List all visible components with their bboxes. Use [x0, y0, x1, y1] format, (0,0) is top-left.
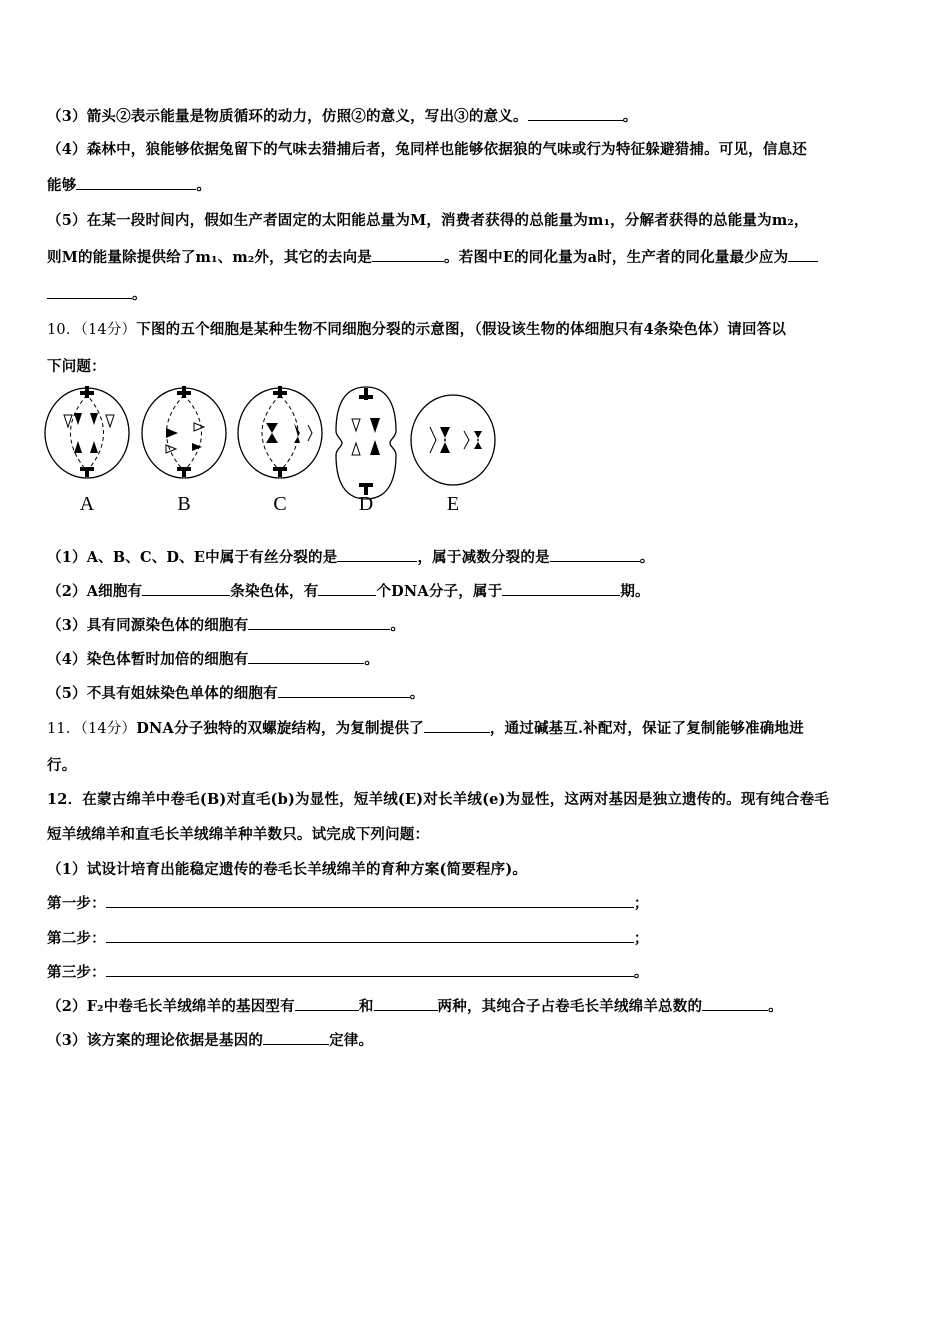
q12-step1: 第一步： ；: [47, 895, 649, 912]
q12-sub3: （3）该方案的理论依据是基因的 定律。: [47, 1032, 374, 1049]
label-c: C: [273, 493, 287, 515]
q9-part4-cont: 能够 。: [47, 177, 212, 194]
answer-blank[interactable]: [263, 1031, 329, 1045]
cell-division-figure: [44, 383, 504, 518]
answer-blank[interactable]: [318, 582, 376, 596]
answer-blank[interactable]: [295, 997, 359, 1011]
answer-blank[interactable]: [106, 894, 634, 908]
q10-stem-cont: 下问题：: [47, 358, 106, 375]
q9-part4: （4）森林中，狼能够依据兔留下的气味去猎捕后者，兔同样也能够依据狼的气味或行为特征躲避猎捕。可见，信息还: [47, 141, 807, 158]
q10-sub5: （5）不具有姐妹染色单体的细胞有 。: [47, 685, 425, 702]
q12-stem: 12．在蒙古绵羊中卷毛(B)对直毛(b)为显性，短羊绒(E)对长羊绒(e)为显性，这两对基因是独立遗传的。现有纯合卷毛: [47, 791, 830, 808]
cell-a: [45, 388, 129, 478]
answer-blank[interactable]: [702, 997, 768, 1011]
label-a: A: [79, 493, 95, 515]
answer-blank[interactable]: [372, 248, 444, 262]
answer-blank[interactable]: [142, 582, 230, 596]
q12-sub2: （2）F₂中卷毛长羊绒绵羊的基因型有 和 两种，其纯合子占卷毛长羊绒绵羊总数的 。: [47, 998, 783, 1015]
label-b: B: [177, 493, 191, 515]
q10-stem: 10．（14分）下图的五个细胞是某种生物不同细胞分裂的示意图，（假设该生物的体细胞只有4条染色体）请回答以: [47, 321, 787, 338]
answer-blank[interactable]: [106, 929, 634, 943]
cell-c: [238, 388, 322, 478]
cell-b: [142, 388, 226, 478]
label-d: D: [358, 493, 374, 515]
q11-cont: 行。: [47, 757, 77, 774]
q12-step2: 第二步： ；: [47, 930, 649, 947]
answer-blank[interactable]: [528, 107, 623, 121]
answer-blank[interactable]: [374, 997, 438, 1011]
answer-blank[interactable]: [424, 719, 490, 733]
q9-part5-cont: 则M的能量除提供给了m₁、m₂外，其它的去向是 。若图中E的同化量为a时，生产者的同化量最少应为: [47, 246, 818, 267]
cell-e: [411, 395, 495, 485]
answer-blank[interactable]: [47, 285, 132, 299]
label-e: E: [446, 493, 460, 515]
q9-part3: （3）箭头②表示能量是物质循环的动力，仿照②的意义，写出③的意义。 。: [47, 108, 638, 125]
answer-blank[interactable]: [278, 684, 410, 698]
q11: 11．（14分）DNA分子独特的双螺旋结构，为复制提供了 ，通过碱基互.补配对，保证了复制能够准确地进: [47, 720, 804, 737]
q12-sub1: （1）试设计培育出能稳定遗传的卷毛长羊绒绵羊的育种方案(简要程序)。: [47, 861, 528, 878]
cell-d: [336, 387, 396, 499]
answer-blank[interactable]: [502, 582, 620, 596]
answer-blank[interactable]: [550, 548, 640, 562]
q10-sub3: （3）具有同源染色体的细胞有 。: [47, 617, 406, 634]
q12-stem-cont: 短羊绒绵羊和直毛长羊绒绵羊种羊数只。试完成下列问题：: [47, 826, 430, 843]
answer-blank[interactable]: [788, 248, 818, 262]
answer-blank[interactable]: [76, 176, 196, 190]
answer-blank[interactable]: [248, 616, 390, 630]
q9-part5-end: 。: [47, 283, 147, 304]
q10-sub1: （1）A、B、C、D、E中属于有丝分裂的是 ，属于减数分裂的是 。: [47, 549, 655, 566]
answer-blank[interactable]: [106, 963, 634, 977]
q12-step3: 第三步： 。: [47, 964, 649, 981]
q9-part5: （5）在某一段时间内，假如生产者固定的太阳能总量为M，消费者获得的总能量为m₁，分解者获得的总能量为m₂，: [47, 212, 809, 229]
q10-sub2: （2）A细胞有 条染色体，有 个DNA分子，属于 期。: [47, 583, 650, 600]
q10-sub4: （4）染色体暂时加倍的细胞有 。: [47, 651, 380, 668]
answer-blank[interactable]: [248, 650, 364, 664]
answer-blank[interactable]: [337, 548, 417, 562]
